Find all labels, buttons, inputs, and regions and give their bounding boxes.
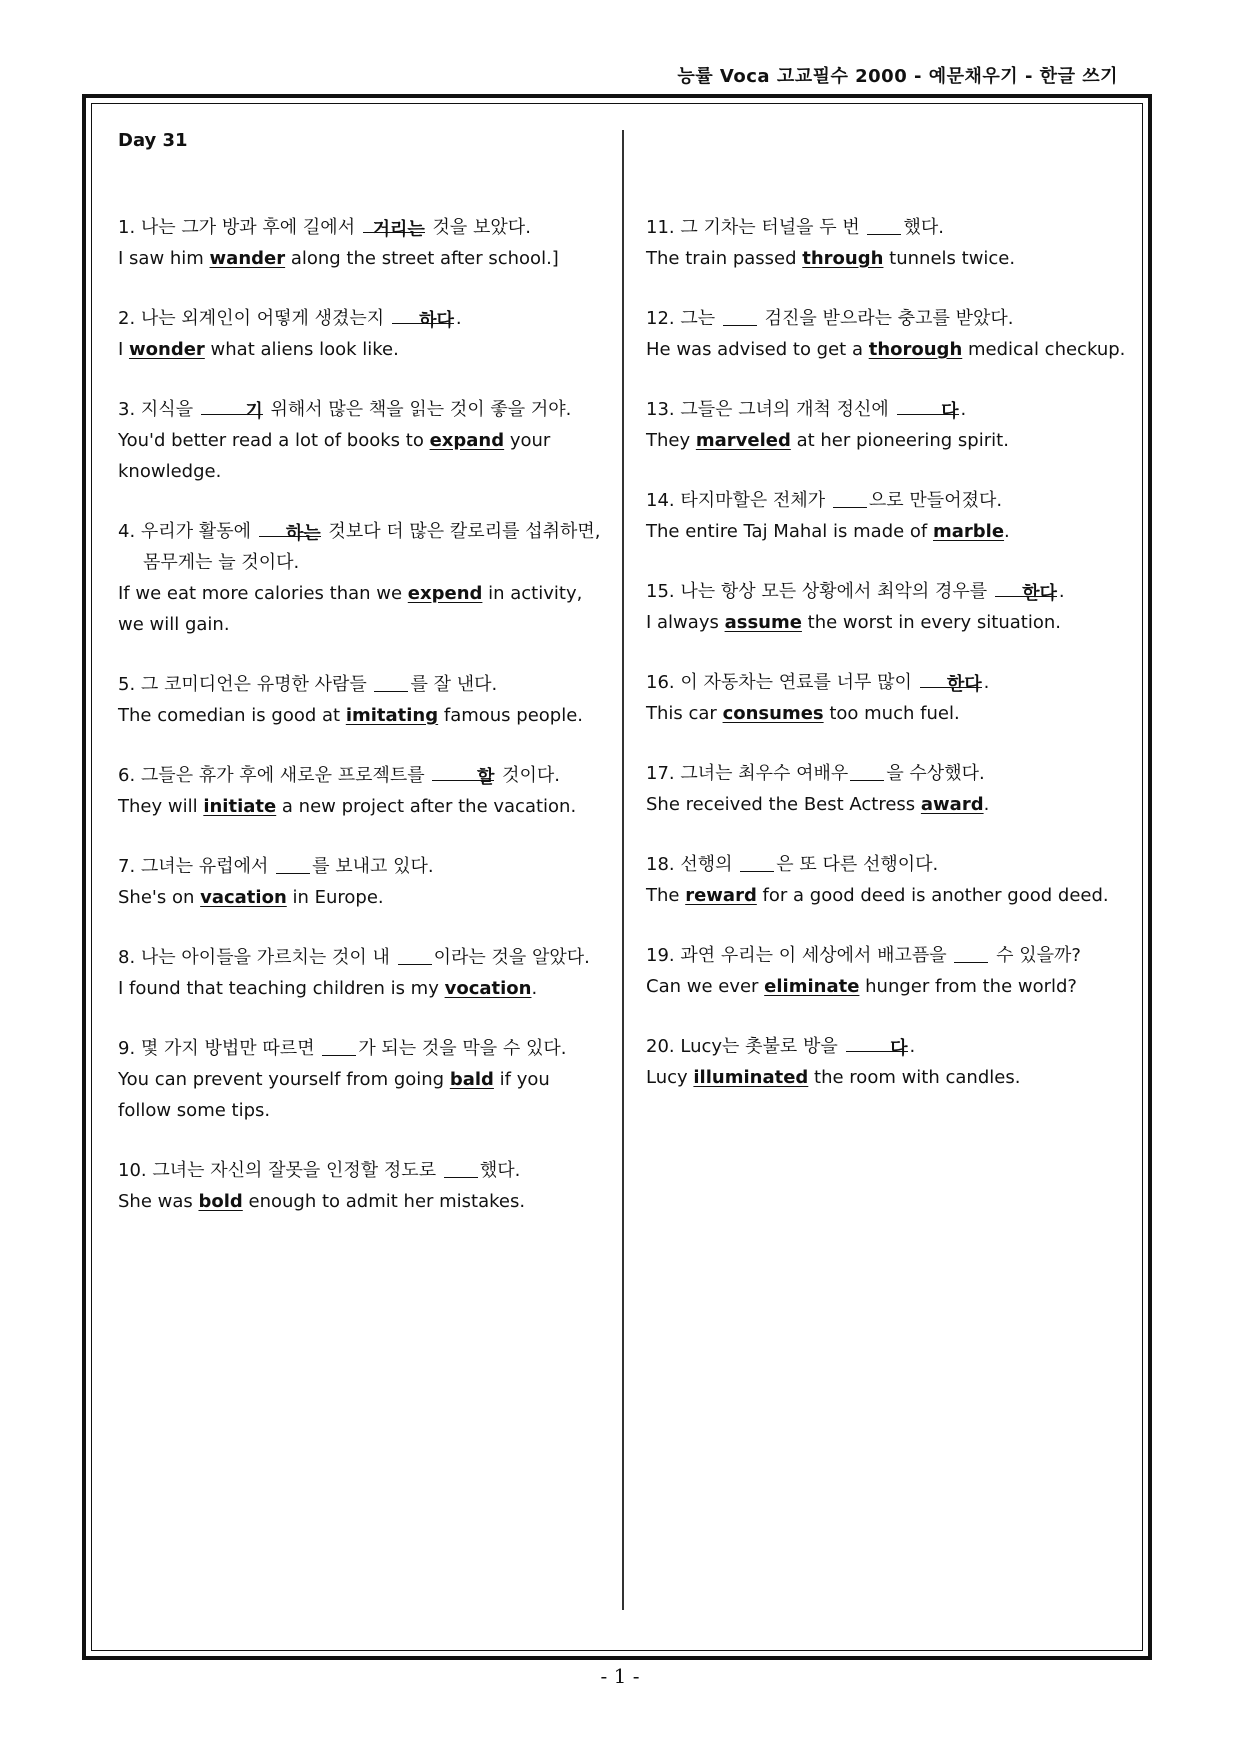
korean-text-after: 를 보내고 있다. [312, 856, 434, 877]
english-sentence [118, 425, 608, 487]
item-number: 15. [646, 581, 675, 602]
english-sentence [646, 334, 1136, 365]
korean-sentence [646, 940, 1136, 971]
korean-sentence [646, 1031, 1136, 1062]
korean-text-before: 나는 그가 방과 후에 길에서 [140, 217, 361, 238]
english-text-after: for a good deed is another good deed. [756, 885, 1109, 906]
english-text-after: . [983, 794, 990, 815]
korean-text-after: . [983, 672, 990, 693]
exercise-item [118, 851, 608, 913]
keyword: assume [724, 612, 802, 633]
exercise-item [646, 667, 1136, 729]
english-sentence [118, 973, 608, 1004]
english-text-before: I found that teaching children is my [118, 978, 445, 999]
column-divider [622, 130, 624, 1610]
item-number: 12. [646, 308, 675, 329]
english-sentence [646, 243, 1136, 274]
keyword: eliminate [764, 976, 860, 997]
item-number: 16. [646, 672, 675, 693]
item-number: 6. [118, 765, 136, 786]
keyword: consumes [722, 703, 824, 724]
answer-blank[interactable] [740, 853, 774, 872]
answer-blank[interactable]: 할 [432, 762, 494, 781]
english-text-after: the room with candles. [808, 1067, 1021, 1088]
keyword: award [920, 794, 984, 815]
exercise-item [118, 212, 608, 274]
exercise-item [118, 669, 608, 731]
english-sentence [118, 1064, 608, 1126]
answer-blank[interactable]: 기 [201, 396, 263, 415]
english-sentence [646, 516, 1136, 547]
answer-blank[interactable] [954, 944, 988, 963]
keyword: imitating [345, 705, 439, 726]
keyword: illuminated [693, 1067, 809, 1088]
answer-blank[interactable] [833, 489, 867, 508]
answer-blank[interactable] [374, 673, 408, 692]
english-text-before: She received the Best Actress [646, 794, 921, 815]
keyword: marble [933, 521, 1005, 542]
answer-blank[interactable]: 하다 [392, 305, 454, 324]
korean-sentence [118, 669, 608, 700]
korean-text-after: 것을 보았다. [426, 217, 531, 238]
english-text-after: the worst in every situation. [801, 612, 1061, 633]
korean-text-after: 검진을 받으라는 충고를 받았다. [758, 308, 1014, 329]
page-number: - 1 - [600, 1664, 640, 1688]
korean-text-after: 을 수상했다. [886, 763, 985, 784]
korean-text-before: 그녀는 유럽에서 [140, 856, 275, 877]
left-column [118, 212, 608, 1246]
english-sentence [118, 700, 608, 731]
item-number: 9. [118, 1038, 136, 1059]
korean-text-before: 나는 아이들을 가르치는 것이 내 [140, 947, 396, 968]
english-text-after: in activity, we will gain. [118, 583, 583, 635]
english-sentence [646, 607, 1136, 638]
answer-blank[interactable] [398, 946, 432, 965]
keyword: through [802, 248, 884, 269]
answer-blank[interactable]: 한다 [920, 669, 982, 688]
korean-sentence [118, 516, 608, 578]
english-text-before: She's on [118, 887, 201, 908]
english-text-after: what aliens look like. [204, 339, 399, 360]
korean-text-before: 그 코미디언은 유명한 사람들 [140, 674, 373, 695]
exercise-item [646, 394, 1136, 456]
day-label: Day 31 [118, 130, 188, 151]
keyword: marveled [695, 430, 791, 451]
korean-text-after: 으로 만들어졌다. [868, 490, 1003, 511]
korean-sentence [118, 1155, 608, 1186]
korean-text-after: 수 있을까? [990, 945, 1081, 966]
korean-sentence [118, 212, 608, 243]
page-header: 능률 Voca 고교필수 2000 - 예문채우기 - 한글 쓰기 [677, 66, 1118, 87]
exercise-item [118, 516, 608, 640]
keyword: bald [449, 1069, 494, 1090]
korean-sentence [646, 758, 1136, 789]
korean-text-before: 지식을 [140, 399, 199, 420]
english-text-before: The entire Taj Mahal is made of [646, 521, 933, 542]
korean-text-after: . [455, 308, 462, 329]
item-number: 2. [118, 308, 136, 329]
korean-text-after: 가 되는 것을 막을 수 있다. [358, 1038, 567, 1059]
answer-blank[interactable]: 다 [897, 396, 959, 415]
answer-blank[interactable] [276, 855, 310, 874]
answer-blank[interactable] [322, 1037, 356, 1056]
english-text-after: famous people. [438, 705, 584, 726]
exercise-item [646, 212, 1136, 274]
english-text-before: If we eat more calories than we [118, 583, 408, 604]
korean-text-after: 했다. [479, 1160, 521, 1181]
english-sentence [118, 334, 608, 365]
english-text-before: Lucy [646, 1067, 694, 1088]
english-text-before: She was [118, 1191, 199, 1212]
english-sentence [118, 243, 608, 274]
korean-text-after: . [1058, 581, 1065, 602]
korean-text-before: 그들은 휴가 후에 새로운 프로젝트를 [140, 765, 431, 786]
keyword: reward [685, 885, 757, 906]
english-text-after: at her pioneering spirit. [790, 430, 1009, 451]
english-sentence [118, 578, 608, 640]
korean-text-before: 과연 우리는 이 세상에서 배고픔을 [680, 945, 953, 966]
english-text-after: enough to admit her mistakes. [242, 1191, 526, 1212]
korean-sentence [646, 394, 1136, 425]
korean-text-after: 은 또 다른 선행이다. [776, 854, 939, 875]
item-number: 18. [646, 854, 675, 875]
korean-text-before: 그녀는 자신의 잘못을 인정할 정도로 [152, 1160, 442, 1181]
keyword: wander [209, 248, 286, 269]
korean-sentence [118, 1033, 608, 1064]
korean-text-before: 나는 항상 모든 상황에서 최악의 경우를 [680, 581, 993, 602]
answer-blank[interactable] [723, 307, 757, 326]
english-text-before: He was advised to get a [646, 339, 869, 360]
keyword: vacation [200, 887, 287, 908]
exercise-item [646, 758, 1136, 820]
english-text-after: a new project after the vacation. [276, 796, 577, 817]
exercise-item [646, 303, 1136, 365]
korean-sentence [118, 851, 608, 882]
english-text-after: in Europe. [286, 887, 384, 908]
english-text-before: I [118, 339, 130, 360]
english-sentence [646, 698, 1136, 729]
english-sentence [646, 1062, 1136, 1093]
keyword: bold [198, 1191, 243, 1212]
korean-text-before: 그 기차는 터널을 두 번 [680, 217, 866, 238]
korean-text-after: 위해서 많은 책을 읽는 것이 좋을 거야. [264, 399, 572, 420]
item-number: 17. [646, 763, 675, 784]
english-text-after: along the street after school.] [285, 248, 559, 269]
korean-text-after: . [960, 399, 967, 420]
answer-blank[interactable]: 하는 [259, 518, 321, 537]
korean-text-after: . [909, 1036, 916, 1057]
korean-text-after: 것이다. [496, 765, 560, 786]
item-number: 19. [646, 945, 675, 966]
english-text-after: too much fuel. [823, 703, 960, 724]
korean-sentence [646, 485, 1136, 516]
answer-blank[interactable] [850, 762, 884, 781]
korean-text-before: 우리가 활동에 [140, 521, 257, 542]
english-text-after: tunnels twice. [883, 248, 1016, 269]
english-text-after: medical checkup. [962, 339, 1126, 360]
korean-text-after: 했다. [903, 217, 944, 238]
answer-blank[interactable] [867, 216, 901, 235]
english-sentence [646, 880, 1136, 911]
korean-text-before: 선행의 [680, 854, 739, 875]
korean-sentence [118, 942, 608, 973]
item-number: 5. [118, 674, 136, 695]
answer-blank[interactable] [444, 1159, 478, 1178]
exercise-item [118, 303, 608, 365]
right-column [646, 212, 1136, 1122]
korean-text-before: 그들은 그녀의 개척 정신에 [680, 399, 895, 420]
korean-text-before: Lucy는 촛불로 방을 [680, 1036, 844, 1057]
item-number: 11. [646, 217, 675, 238]
korean-text-before: 그는 [680, 308, 721, 329]
item-number: 10. [118, 1160, 147, 1181]
exercise-item [646, 849, 1136, 911]
korean-text-before: 나는 외계인이 어떻게 생겼는지 [140, 308, 390, 329]
korean-sentence [646, 212, 1136, 243]
english-text-before: They will [118, 796, 204, 817]
item-number: 14. [646, 490, 675, 511]
item-number: 4. [118, 521, 136, 542]
answer-blank[interactable]: 다 [846, 1033, 908, 1052]
english-text-before: They [646, 430, 696, 451]
english-text-before: You'd better read a lot of books to [118, 430, 430, 451]
item-number: 7. [118, 856, 136, 877]
korean-sentence [118, 760, 608, 791]
answer-blank[interactable]: 거리는 [363, 214, 425, 233]
korean-sentence [646, 667, 1136, 698]
english-text-before: The train passed [646, 248, 803, 269]
keyword: expend [407, 583, 483, 604]
keyword: thorough [868, 339, 963, 360]
exercise-item [118, 1155, 608, 1217]
english-text-before: You can prevent yourself from going [118, 1069, 450, 1090]
english-sentence [118, 882, 608, 913]
korean-text-after: 이라는 것을 알았다. [433, 947, 590, 968]
korean-text-before: 몇 가지 방법만 따르면 [140, 1038, 321, 1059]
korean-text-after: 를 잘 낸다. [410, 674, 498, 695]
exercise-item [646, 1031, 1136, 1093]
exercise-item [118, 942, 608, 1004]
english-text-before: The [646, 885, 686, 906]
exercise-item [118, 760, 608, 822]
english-sentence [118, 1186, 608, 1217]
exercise-item [646, 485, 1136, 547]
english-sentence [646, 789, 1136, 820]
item-number: 3. [118, 399, 136, 420]
item-number: 1. [118, 217, 136, 238]
exercise-item [646, 940, 1136, 1002]
korean-text-before: 이 자동차는 연료를 너무 많이 [680, 672, 918, 693]
english-text-after: your knowledge. [118, 430, 551, 482]
korean-text-after: 것보다 더 많은 칼로리를 섭취하면, 몸무게는 늘 것이다. [143, 521, 601, 573]
item-number: 8. [118, 947, 136, 968]
english-text-before: Can we ever [646, 976, 765, 997]
exercise-item [118, 1033, 608, 1126]
korean-text-before: 타지마할은 전체가 [680, 490, 831, 511]
item-number: 13. [646, 399, 675, 420]
korean-sentence [118, 303, 608, 334]
english-text-before: This car [646, 703, 723, 724]
korean-sentence [646, 303, 1136, 334]
item-number: 20. [646, 1036, 675, 1057]
keyword: initiate [203, 796, 277, 817]
korean-sentence [118, 394, 608, 425]
english-text-after: . [1004, 521, 1010, 542]
english-sentence [118, 791, 608, 822]
exercise-item [646, 576, 1136, 638]
english-text-before: The comedian is good at [118, 705, 346, 726]
answer-blank[interactable]: 한다 [995, 578, 1057, 597]
keyword: vocation [444, 978, 532, 999]
keyword: expand [429, 430, 505, 451]
english-text-after: if you follow some tips. [118, 1069, 550, 1121]
korean-sentence [646, 849, 1136, 880]
english-text-before: I always [646, 612, 725, 633]
korean-sentence [646, 576, 1136, 607]
english-text-after: hunger from the world? [859, 976, 1077, 997]
english-text-after: . [531, 978, 538, 999]
keyword: wonder [129, 339, 205, 360]
english-sentence [646, 971, 1136, 1002]
korean-text-before: 그녀는 최우수 여배우 [680, 763, 849, 784]
exercise-item [118, 394, 608, 487]
english-text-before: I saw him [118, 248, 210, 269]
english-sentence [646, 425, 1136, 456]
